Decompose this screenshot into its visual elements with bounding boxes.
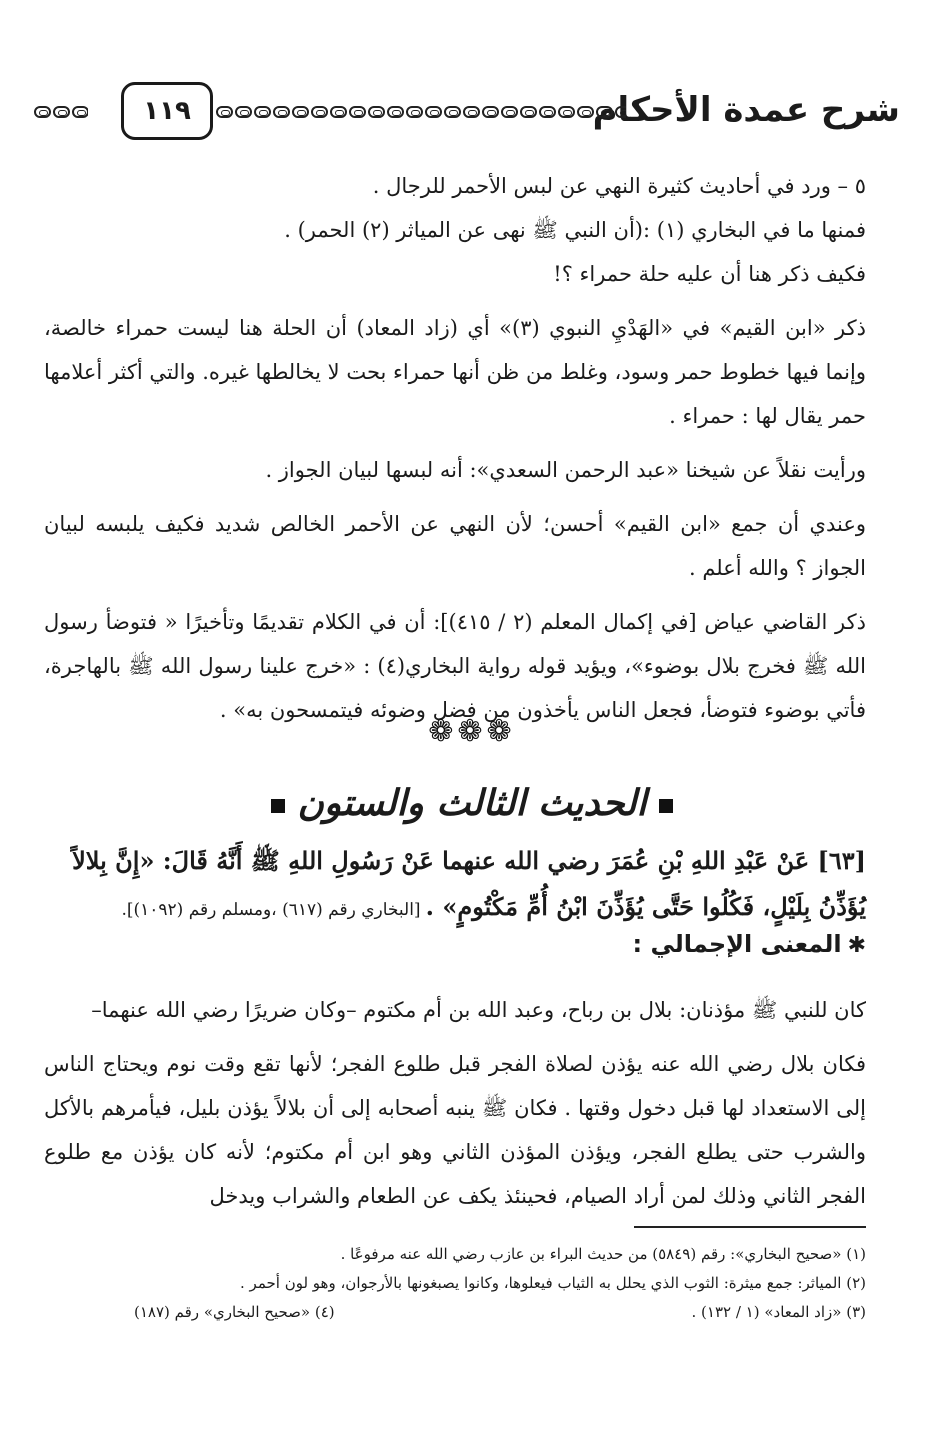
- book-title: شرح عمدة الأحكام: [592, 90, 900, 130]
- paragraph: فمنها ما في البخاري (١) :(أن النبي ﷺ نهى عن المياثر (٢) الحمر) .: [284, 218, 866, 242]
- footnote: (١) «صحيح البخاري»: رقم (٥٨٤٩) من حديث البراء بن عازب رضي الله عنه مرفوعًا .: [340, 1245, 866, 1263]
- section-heading: [633, 930, 867, 958]
- chain-ornament: [216, 106, 626, 120]
- footnote: (٤) «صحيح البخاري» رقم (١٨٧): [134, 1303, 335, 1321]
- paragraph: ورأيت نقلاً عن شيخنا «عبد الرحمن السعدي»: أنه لبسها لبيان الجواز .: [265, 458, 866, 482]
- page-number: ١١٩: [121, 82, 213, 140]
- hadith-source: [البخاري رقم (٦١٧) ،ومسلم رقم (١٠٩٢)].: [121, 900, 421, 920]
- paragraph: ذكر القاضي عياض [في إكمال المعلم (٢ / ٤١٥)]: أن في الكلام تقديمًا وتأخيرًا « فتوضأ رسول الله ﷺ فخرج بلال بوضوء»، ويؤيد قوله رواية البخاري(٤) : «خرج علينا رسول الله ﷺ بالهاجرة، فأتي بوضوء فتوضأ، فجعل الناس يأخذون من فضل وضوئه فيتمسحون به» .: [44, 610, 866, 722]
- hadith-block: [44, 838, 866, 930]
- hadith-title: [0, 782, 944, 824]
- paragraph: وعندي أن جمع «ابن القيم» أحسن؛ لأن النهي عن الأحمر الخالص شديد فكيف يلبسه لبيان الجواز ؟ والله أعلم .: [44, 512, 866, 580]
- main-text: [44, 164, 866, 732]
- footnotes: [44, 1240, 866, 1327]
- page-header: [26, 82, 900, 144]
- footnote-row: [44, 1298, 866, 1327]
- paragraph: كان للنبي ﷺ مؤذنان: بلال بن رباح، وعبد الله بن أم مكتوم –وكان ضريرًا رضي الله عنهما–: [91, 998, 866, 1022]
- paragraph: ذكر «ابن القيم» في «الهَدْيِ النبوي (٣)» أي (زاد المعاد) أن الحلة هنا ليست حمراء خالصة، وإنما فيها خطوط حمر وسود، وغلط من ظن أنها حمراء بحت لا يخالطها غيره. والتي أكثر أعلامها حمر يقال لها : حمراء .: [44, 316, 866, 428]
- paragraph: ٥ – ورد في أحاديث كثيرة النهي عن لبس الأحمر للرجال .: [372, 174, 866, 198]
- paragraph: فكان بلال رضي الله عنه يؤذن لصلاة الفجر قبل طلوع الفجر؛ لأنها تقع وقت نوم ويحتاج الناس إلى الاستعداد لها قبل دخول وقتها . فكان ﷺ ينبه أصحابه إلى أن بلالاً يؤذن بليل، فيأمرهم بالأكل والشرب حتى يطلع الفجر، ويؤذن المؤذن الثاني وهو ابن أم مكتوم؛ لأنه كان يؤذن مع طلوع الفجر الثاني وذلك لمن أراد الصيام، فحينئذ يكف عن الطعام والشراب ويدخل: [44, 1052, 866, 1208]
- hadith-text: [٦٣] عَنْ عَبْدِ اللهِ بْنِ عُمَرَ رضي الله عنهما عَنْ رَسُولِ اللهِ ﷺ أَنَّهُ قَالَ: «إِنَّ بِلالاً يُؤَذِّنُ بِلَيْلٍ، فَكُلُوا حَتَّى يُؤَذِّنَ ابْنُ أُمِّ مَكْتُومٍ» .: [72, 846, 866, 921]
- chain-ornament-small: [34, 106, 88, 120]
- asterisk-icon: ✱: [847, 933, 866, 958]
- footnote: (٢) المياثر: جمع ميثرة: الثوب الذي يحلل به الثياب فيعلوها، وكانوا يصبغونها بالأرجوان، وهو لون أحمر .: [240, 1274, 866, 1292]
- footnote-divider: [634, 1226, 866, 1228]
- explanation-text: [44, 988, 866, 1218]
- section-heading-text: المعنى الإجمالي :: [632, 930, 842, 958]
- footnote: (٣) «زاد المعاد» (١ / ١٣٢) .: [691, 1303, 866, 1321]
- hadith-title-text: الحديث الثالث والستون: [297, 782, 647, 824]
- section-separator: ❁❁❁: [428, 714, 516, 749]
- paragraph: فكيف ذكر هنا أن عليه حلة حمراء ؟!: [553, 262, 866, 286]
